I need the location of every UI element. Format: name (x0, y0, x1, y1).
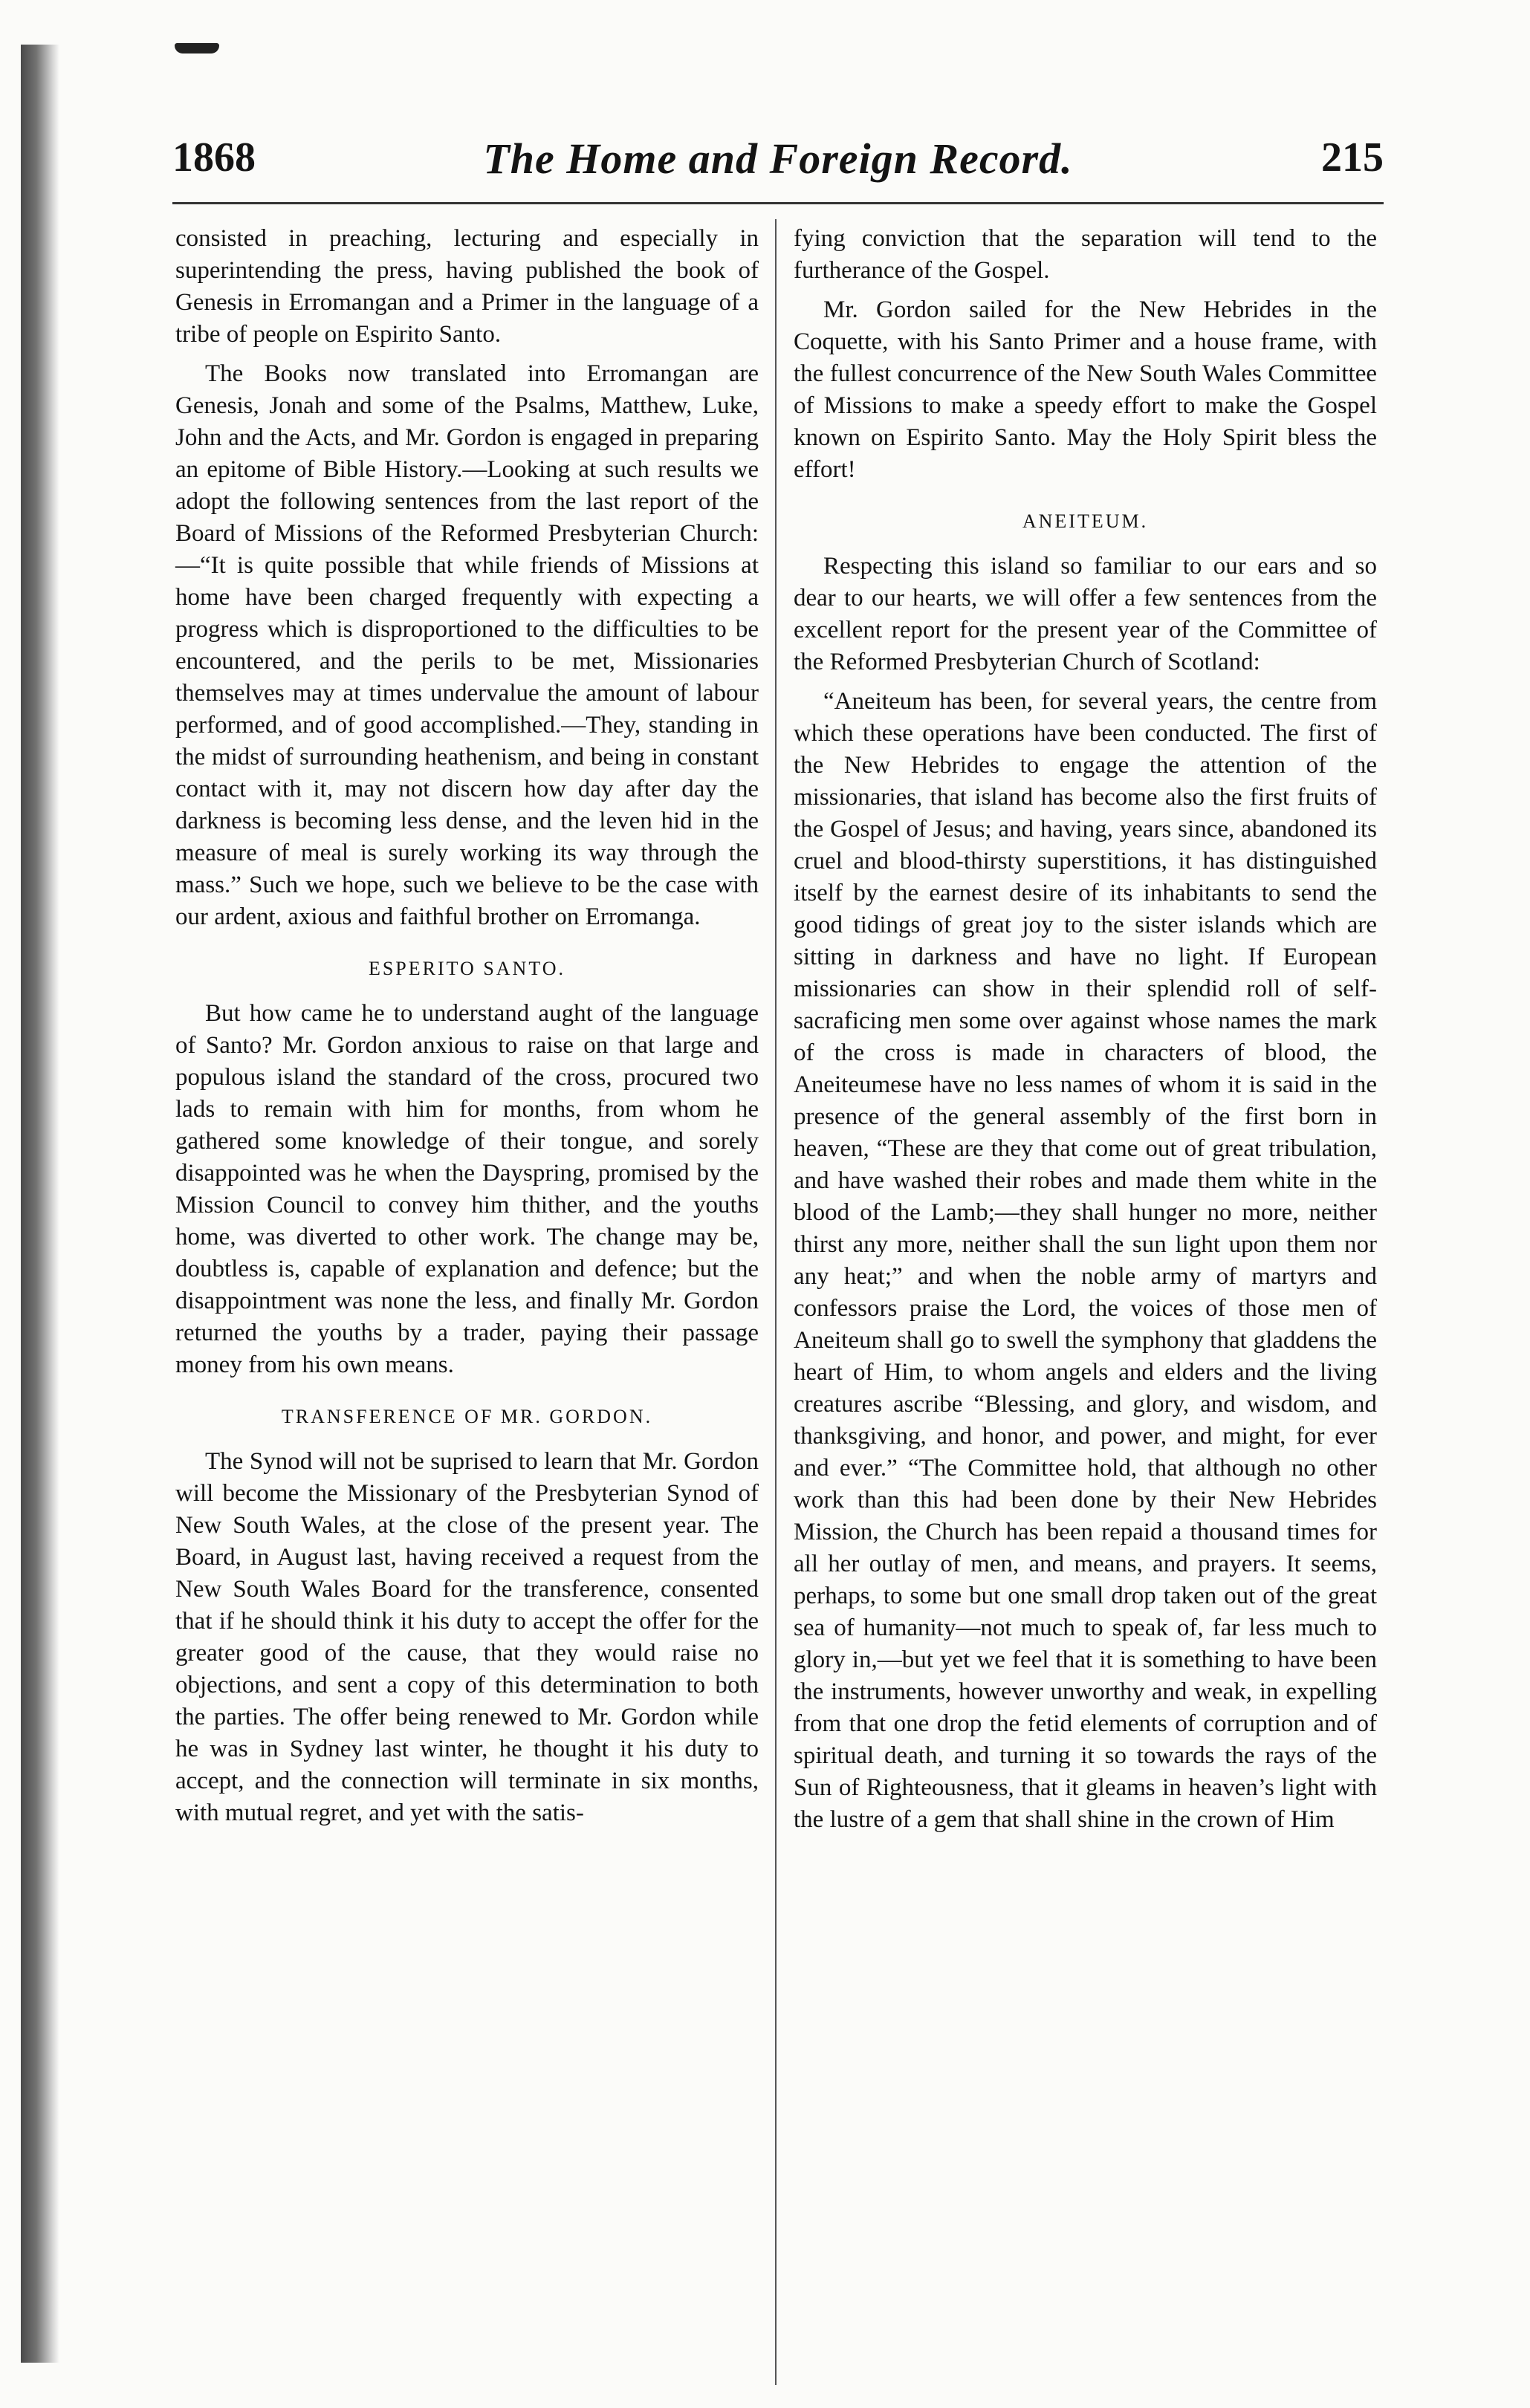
right-paragraph-3: Respecting this island so familiar to our ears and so dear to our hearts, we will offer a few sentences from the excellent report for the present year of the Committee of the Reformed Presbyterian Church of Scotland: (794, 553, 1377, 675)
header-title: The Home and Foreign Record. (483, 134, 1073, 183)
right-paragraph-2: Mr. Gordon sailed for the New Hebrides in the Coquette, with his Santo Primer and a house frame, with the fullest concurrence of the New South Wales Committee of Missions to make a speedy effort to make the Gospel known on Espirito Santo. May the Holy Spirit bless the effort! (794, 296, 1377, 483)
page-spine-shadow (21, 45, 59, 2363)
left-paragraph-4: The Synod will not be suprised to learn that Mr. Gordon will become the Missionary of the Presbyterian Synod of New South Wales, at the close of the present year. The Board, in August last, having received a request from the New South Wales Board for the transference, consented that if he should think it his duty to accept the offer for the greater good of the cause, that they would raise no objections, and sent a copy of this determination to both the parties. The offer being renewed to Mr. Gordon while he was in Sydney last winter, he thought it his duty to accept, and the connection will terminate in six months, with mutual regret, and yet with the satis- (175, 1448, 759, 1826)
left-column (175, 223, 759, 1837)
section-heading-transference: TRANSFERENCE OF MR. GORDON. (281, 1406, 653, 1427)
right-paragraph-4: “Aneiteum has been, for several years, the centre from which these operations have been conducted. The first of the New Hebrides to engage the attention of the missionaries, that island has become also the first fruits of the Gospel of Jesus; and having, years since, abandoned its cruel and blood-thirsty superstitions, it has distinguished itself by the earnest desire of its inhabitants to send the good tidings of great joy to the sister islands which are sitting in darkness and have no light. If European missionaries can show in their splendid roll of self-sacraficing men some over against whose names the mark of the cross is made in characters of blood, the Aneiteumese have no less names of whom it is said in the presence of the general assembly of the first born in heaven, “These are they that come out of great tribulation, and have washed their robes and made them white in the blood of the Lamb;—they shall hunger no more, neither thirst any more, neither shall the sun light upon them nor any heat;” and when the noble army of martyrs and confessors praise the Lord, the voices of those men of Aneiteum shall go to swell the symphony that gladdens the heart of Him, to whom angels and elders and the living creatures ascribe “Blessing, and glory, and wisdom, and thanksgiving, and honor, and power, and might, for ever and ever.” “The Committee hold, that although no other work than this had been done by their New Hebrides Mission, the Church has been repaid a thousand times for all her outlay of men, and means, and prayers. It seems, perhaps, to some but one small drop taken out of the great sea of humanity—not much to speak of, far less much to glory in,—but yet we feel that it is something to have been the instruments, however unworthy and weak, in expelling from that one drop the fetid elements of corruption and of spiritual death, and turning it so towards the rays of the Sun of Righteousness, that it gleams in heaven’s light with the lustre of a gem that shall shine in the crown of Him (794, 688, 1377, 1833)
header-rule (172, 202, 1384, 204)
header-page-number: 215 (1321, 134, 1384, 181)
left-paragraph-1: consisted in preaching, lecturing and especially in superintending the press, having published the book of Genesis in Erromangan and a Primer in the language of a tribe of people on Espirito Santo. (175, 225, 759, 348)
left-paragraph-2: The Books now translated into Erromangan are Genesis, Jonah and some of the Psalms, Matthew, Luke, John and the Acts, and Mr. Gordon is engaged in preparing an epitome of Bible History.—Looking at such results we adopt the following sentences from the last report of the Board of Missions of the Reformed Presbyterian Church:—“It is quite possible that while friends of Missions at home have been charged frequently with expecting a progress which is disproportioned to the difficulties to be encountered, and the perils to be met, Missionaries themselves may at times undervalue the amount of labour performed, and of good accomplished.—They, standing in the midst of surrounding heathenism, and being in constant contact with it, may not discern how day after day the darkness is becoming less dense, and the leven hid in the measure of meal is surely working its way through the mass.” Such we hope, such we believe to be the case with our ardent, axious and faithful brother on Erromanga. (175, 360, 759, 930)
header-year: 1868 (172, 134, 256, 181)
page-header (172, 134, 1384, 193)
section-heading-esperito-santo: ESPERITO SANTO. (368, 958, 566, 979)
right-column (794, 223, 1377, 1843)
section-heading-aneiteum: ANEITEUM. (1022, 510, 1149, 532)
printer-mark (175, 43, 219, 53)
column-divider (775, 219, 777, 2385)
right-paragraph-1: fying conviction that the separation will tend to the furtherance of the Gospel. (794, 225, 1377, 284)
left-paragraph-3: But how came he to understand aught of the language of Santo? Mr. Gordon anxious to raise on that large and populous island the standard of the cross, procured two lads to remain with him for months, from whom he gathered some knowledge of their tongue, and sorely disappointed was he when the Dayspring, promised by the Mission Council to convey him thither, and the youths home, was diverted to other work. The change may be, doubtless is, capable of explanation and defence; but the disappointment was none the less, and finally Mr. Gordon returned the youths by a trader, paying their passage money from his own means. (175, 1000, 759, 1378)
